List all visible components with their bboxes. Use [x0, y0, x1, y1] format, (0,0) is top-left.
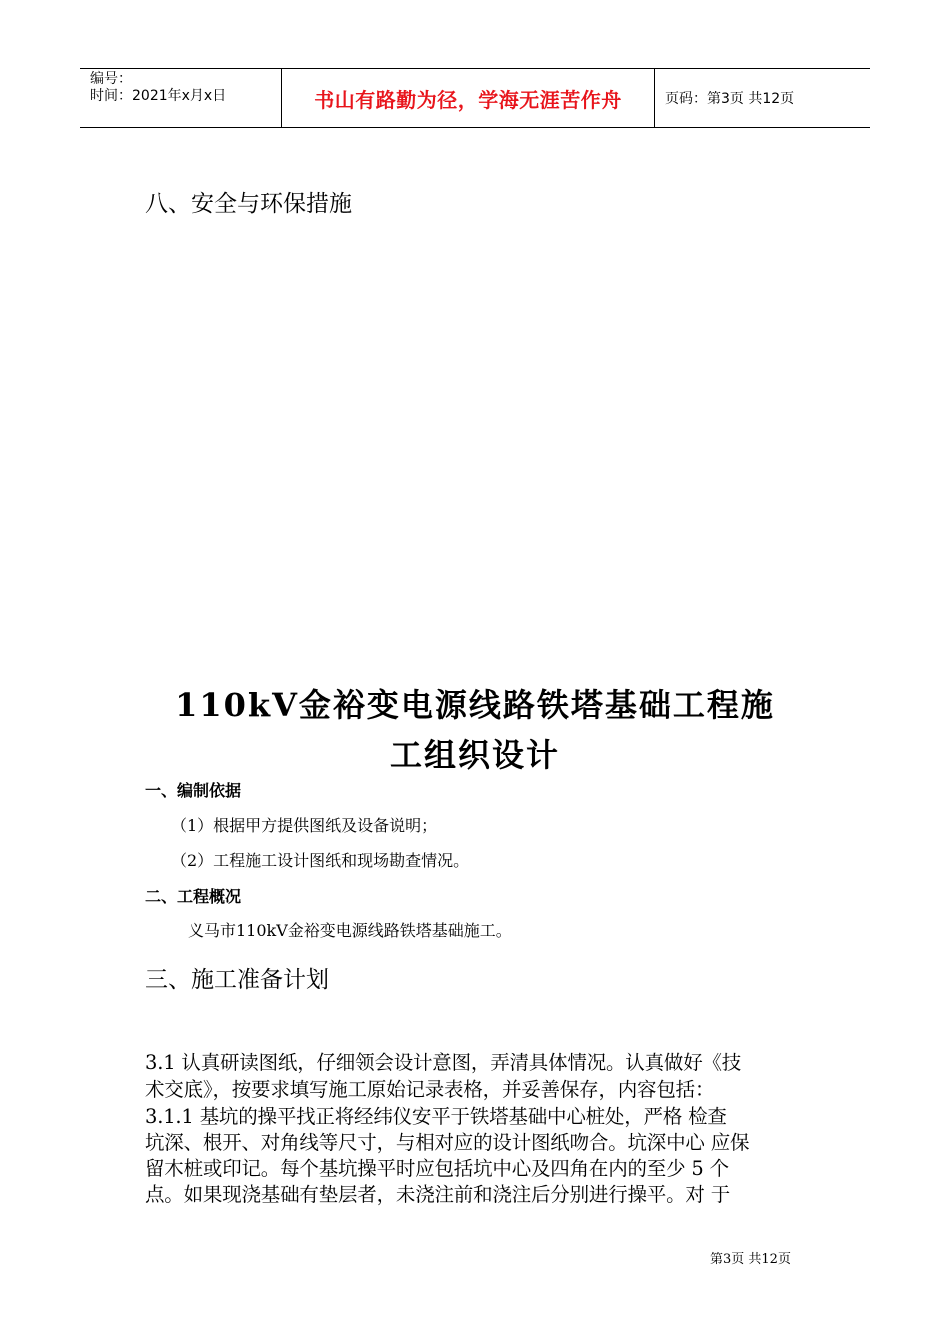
- section-3-line: 3.1.1 基坑的操平找正将经纬仪安平于铁塔基础中心桩处，严格 检查: [145, 1105, 727, 1128]
- header-meta-cell: [80, 69, 282, 127]
- document-title-line-1: 110kV金裕变电源线路铁塔基础工程施: [175, 686, 775, 724]
- header-motto-cell: [282, 69, 655, 127]
- header-page-cell: [655, 69, 870, 127]
- section-3-heading: 三、施工准备计划: [145, 967, 329, 993]
- section-3-line: 3.1 认真研读图纸，仔细领会设计意图，弄清具体情况。认真做好《技: [145, 1051, 742, 1074]
- section-8-heading: 八、安全与环保措施: [145, 191, 352, 217]
- section-2-heading: 二、工程概况: [145, 887, 242, 906]
- document-date: 时间：2021年x月x日: [90, 88, 227, 104]
- page-header: [80, 68, 870, 128]
- section-1-item: （2）工程施工设计图纸和现场勘查情况。: [171, 851, 470, 870]
- section-1-heading: 一、编制依据: [145, 781, 242, 800]
- section-3-line: 术交底》，按要求填写施工原始记录表格，并妥善保存，内容包括：: [145, 1078, 715, 1101]
- document-title-line-2: 工组织设计: [389, 736, 560, 774]
- header-motto: 书山有路勤为径，学海无涯苦作舟: [314, 88, 622, 112]
- document-number-label: 编号：: [90, 71, 132, 87]
- section-2-text: 义马市110kV金裕变电源线路铁塔基础施工。: [188, 921, 512, 940]
- section-1-item: （1）根据甲方提供图纸及设备说明；: [171, 816, 438, 835]
- footer-page-number: 第3页 共12页: [710, 1252, 791, 1267]
- section-3-line: 留木桩或印记。每个基坑操平时应包括坑中心及四角在内的至少 5 个: [145, 1157, 729, 1180]
- header-page-info: 页码：第3页 共12页: [665, 91, 795, 107]
- section-3-line: 点。如果现浇基础有垫层者，未浇注前和浇注后分别进行操平。对 于: [145, 1183, 730, 1206]
- section-3-line: 坑深、根开、对角线等尺寸，与相对应的设计图纸吻合。坑深中心 应保: [145, 1131, 750, 1154]
